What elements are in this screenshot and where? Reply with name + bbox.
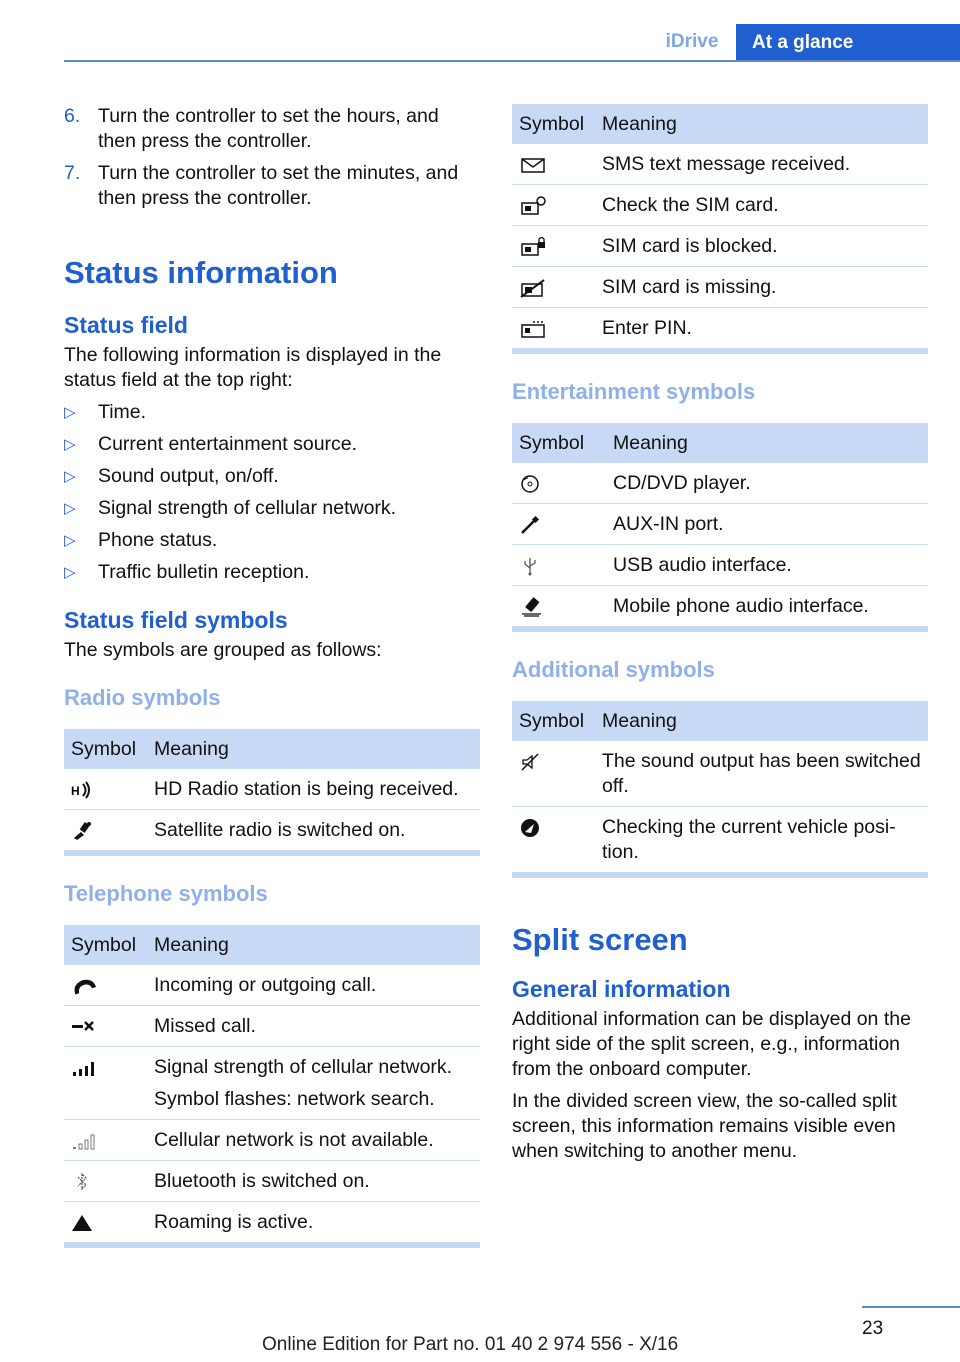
bullet-text: Time. [98, 401, 147, 423]
entertainment-symbols-heading: Entertainment symbols [512, 379, 756, 404]
header-rule [64, 60, 960, 62]
meaning-cell: SIM card is missing. [595, 267, 928, 308]
table-header-row [64, 925, 480, 965]
right-column [512, 104, 928, 1164]
table-row [512, 226, 928, 267]
radio-symbols-heading: Radio symbols [64, 685, 221, 710]
triangle-bullet-icon: ▷ [64, 564, 76, 581]
hd-radio-icon [71, 779, 93, 801]
bluetooth-icon [71, 1171, 93, 1193]
table-row [512, 545, 928, 586]
table-header-row [512, 701, 928, 741]
meaning-cell: Satellite radio is switched on. [147, 810, 480, 851]
triangle-bullet-icon: ▷ [64, 404, 76, 421]
split-paragraph-2: In the divided screen view, the so-called split screen, this information remains visible even when switching to another menu. [512, 1090, 897, 1162]
meaning-column-header: Meaning [147, 925, 480, 965]
table-row [512, 144, 928, 185]
meaning-column-header: Meaning [147, 729, 480, 769]
entertainment-symbols-table [512, 423, 928, 627]
satellite-icon [71, 820, 93, 842]
table-row [512, 267, 928, 308]
meaning-column-header: Meaning [595, 701, 928, 741]
meaning-cell: AUX-IN port. [606, 504, 928, 545]
table-row [64, 1120, 480, 1161]
edition-line: Online Edition for Part no. 01 40 2 974 556 - X/16 [262, 1334, 679, 1355]
triangle-bullet-icon: ▷ [64, 436, 76, 453]
phone-call-icon [71, 975, 93, 997]
pin-icon [519, 318, 541, 340]
table-row [512, 586, 928, 627]
table-row [64, 810, 480, 851]
aux-in-icon [519, 514, 541, 536]
table-row [64, 769, 480, 810]
sim-check-icon [519, 195, 541, 217]
table-row [512, 807, 928, 873]
meaning-note: Symbol flashes: network search. [154, 1088, 435, 1110]
meaning-cell: Incoming or outgoing call. [147, 965, 480, 1006]
table-row [512, 185, 928, 226]
table-end-rule [512, 349, 928, 354]
table-header-row [512, 423, 928, 463]
meaning-cell: Check the SIM card. [595, 185, 928, 226]
table-row [64, 965, 480, 1006]
meaning-column-header: Meaning [595, 104, 928, 144]
sim-symbols-table [512, 104, 928, 349]
bullet-text: Traffic bulletin reception. [98, 561, 310, 583]
status-field-intro: The following information is displayed in the status field at the top right: [64, 344, 442, 391]
meaning-cell: Bluetooth is switched on. [147, 1161, 480, 1202]
meaning-cell: Cellular network is not available. [147, 1120, 480, 1161]
table-row [64, 1161, 480, 1202]
sound-off-icon [519, 751, 541, 773]
header-tab-idrive[interactable]: iDrive [665, 31, 719, 52]
meaning-column-header: Meaning [606, 423, 928, 463]
left-column [64, 104, 480, 1248]
step-number: 6. [64, 105, 81, 127]
step-text: Turn the controller to set the hours, and then press the controller. [98, 105, 439, 152]
bullet-text: Sound output, on/off. [98, 465, 279, 487]
step-number: 7. [64, 162, 81, 184]
general-information-heading: General information [512, 976, 731, 1002]
page-number: 23 [862, 1318, 884, 1339]
bullet-item [64, 496, 480, 521]
table-row [512, 741, 928, 807]
table-row [512, 308, 928, 349]
additional-symbols-heading: Additional symbols [512, 657, 715, 682]
status-field-symbols-heading: Status field symbols [64, 607, 288, 633]
table-row [512, 463, 928, 504]
sim-blocked-icon [519, 236, 541, 258]
no-network-icon [71, 1130, 93, 1152]
radio-symbols-table [64, 729, 480, 851]
split-screen-heading: Split screen [512, 922, 688, 957]
table-end-rule [512, 873, 928, 878]
bullet-item [64, 400, 480, 425]
vehicle-position-icon [519, 817, 541, 839]
step-7 [64, 161, 480, 211]
triangle-bullet-icon: ▷ [64, 532, 76, 549]
step-text: Turn the controller to set the minutes, and then press the controller. [98, 162, 459, 209]
meaning-cell: HD Radio station is being received. [147, 769, 480, 810]
meaning-cell: SIM card is blocked. [595, 226, 928, 267]
split-paragraph-1: Additional information can be displayed on the right side of the split screen, e.g., information from the onboard computer. [512, 1008, 911, 1080]
roaming-icon [71, 1212, 93, 1234]
table-header-row [512, 104, 928, 144]
telephone-symbols-table [64, 925, 480, 1243]
meaning-cell: Checking the current vehicle posi‐tion. [595, 807, 928, 873]
sim-missing-icon [519, 277, 541, 299]
header-tab-at-a-glance[interactable]: At a glance [736, 24, 960, 62]
cd-dvd-icon [519, 473, 541, 495]
table-row [64, 1006, 480, 1047]
bullet-text: Phone status. [98, 529, 218, 551]
table-end-rule [512, 627, 928, 632]
meaning-cell: Missed call. [147, 1006, 480, 1047]
mobile-audio-icon [519, 596, 541, 618]
symbol-column-header: Symbol [512, 701, 595, 741]
table-end-rule [64, 1243, 480, 1248]
symbol-column-header: Symbol [64, 729, 147, 769]
table-header-row [64, 729, 480, 769]
table-end-rule [64, 851, 480, 856]
meaning-cell: Signal strength of cellular network. [154, 1056, 453, 1078]
bullet-text: Current entertainment source. [98, 433, 358, 455]
telephone-symbols-heading: Telephone symbols [64, 881, 268, 906]
bullet-item [64, 560, 480, 585]
symbol-column-header: Symbol [512, 104, 595, 144]
table-row [512, 504, 928, 545]
missed-call-icon [71, 1016, 93, 1038]
signal-strength-icon [71, 1057, 93, 1079]
table-row [64, 1047, 480, 1120]
triangle-bullet-icon: ▷ [64, 468, 76, 485]
status-field-heading: Status field [64, 312, 188, 338]
symbol-column-header: Symbol [64, 925, 147, 965]
bullet-item [64, 528, 480, 553]
table-row [64, 1202, 480, 1243]
status-symbols-intro: The symbols are grouped as follows: [64, 639, 382, 661]
additional-symbols-table [512, 701, 928, 873]
footer-rule [862, 1306, 960, 1308]
meaning-cell: CD/DVD player. [606, 463, 928, 504]
bullet-item [64, 432, 480, 457]
svg-text:H: H [71, 783, 80, 798]
usb-icon [519, 555, 541, 577]
meaning-cell: Enter PIN. [595, 308, 928, 349]
triangle-bullet-icon: ▷ [64, 500, 76, 517]
bullet-text: Signal strength of cellular network. [98, 497, 397, 519]
sms-icon [519, 154, 541, 176]
step-6 [64, 104, 480, 154]
meaning-cell: USB audio interface. [606, 545, 928, 586]
meaning-cell: Mobile phone audio interface. [606, 586, 928, 627]
bullet-item [64, 464, 480, 489]
symbol-column-header: Symbol [512, 423, 606, 463]
meaning-cell: The sound output has been switched off. [595, 741, 928, 807]
meaning-cell: Roaming is active. [147, 1202, 480, 1243]
status-information-heading: Status information [64, 255, 338, 290]
meaning-cell: SMS text message received. [595, 144, 928, 185]
